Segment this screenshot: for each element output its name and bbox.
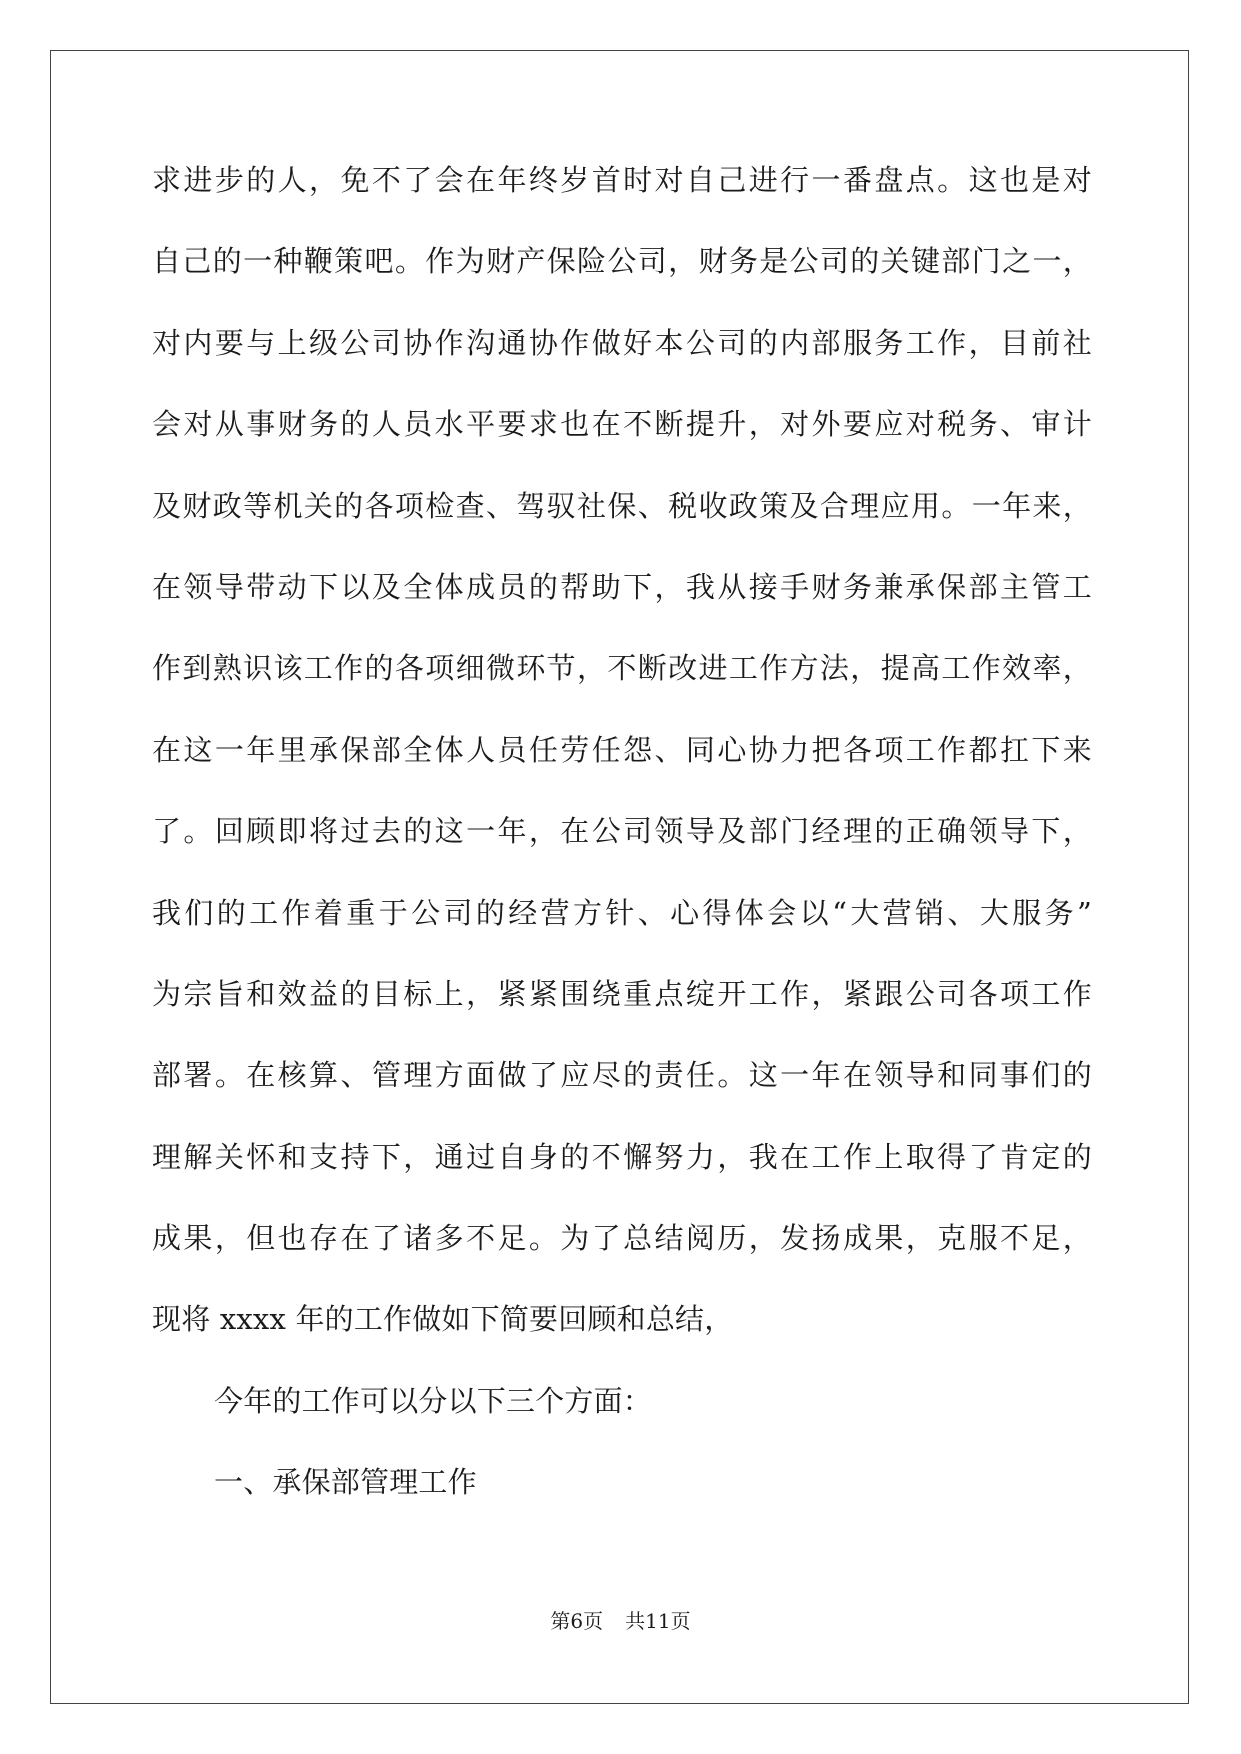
paragraph-line: 及财政等机关的各项检查、驾驭社保、税收政策及合理应用。一年来， [152, 488, 1092, 523]
paragraph-last-line: 现将 xxxx 年的工作做如下简要回顾和总结， [152, 1302, 734, 1337]
page-total: 共11页 [625, 1609, 691, 1633]
paragraph-line: 求进步的人，免不了会在年终岁首时对自己进行一番盘点。这也是对 [152, 163, 1092, 197]
document-body [152, 165, 1092, 1549]
paragraph-line: 我们的工作着重于公司的经营方针、心得体会以“大营销、大服务” [152, 895, 1092, 930]
paragraph-line: 在领导带动下以及全体成员的帮助下，我从接手财务兼承保部主管工 [152, 569, 1092, 604]
paragraph-line: 会对从事财务的人员水平要求也在不断提升，对外要应对税务、审计 [152, 407, 1092, 442]
paragraph-line: 为宗旨和效益的目标上，紧紧围绕重点绽开工作，紧跟公司各项工作 [152, 976, 1092, 1011]
paragraph-line: 部署。在核算、管理方面做了应尽的责任。这一年在领导和同事们的 [152, 1058, 1092, 1093]
paragraph-line: 理解关怀和支持下，通过自身的不懈努力，我在工作上取得了肯定的 [152, 1139, 1092, 1174]
intro-line: 今年的工作可以分以下三个方面： [214, 1383, 653, 1418]
paragraph-line: 了。回顾即将过去的这一年，在公司领导及部门经理的正确领导下， [152, 814, 1092, 849]
section-heading: 一、承保部管理工作 [214, 1465, 477, 1500]
paragraph-line: 作到熟识该工作的各项细微环节，不断改进工作方法，提高工作效率， [152, 651, 1092, 686]
paragraph-line: 对内要与上级公司协作沟通协作做好本公司的内部服务工作，目前社 [152, 325, 1092, 360]
page-footer [0, 1605, 1241, 1634]
page-number: 第6页 [550, 1609, 604, 1633]
paragraph-line: 成果，但也存在了诸多不足。为了总结阅历，发扬成果，克服不足， [152, 1221, 1092, 1256]
paragraph-line: 自己的一种鞭策吧。作为财产保险公司，财务是公司的关键部门之一， [152, 244, 1092, 279]
paragraph-line: 在这一年里承保部全体人员任劳任怨、同心协力把各项工作都扛下来 [152, 732, 1092, 767]
